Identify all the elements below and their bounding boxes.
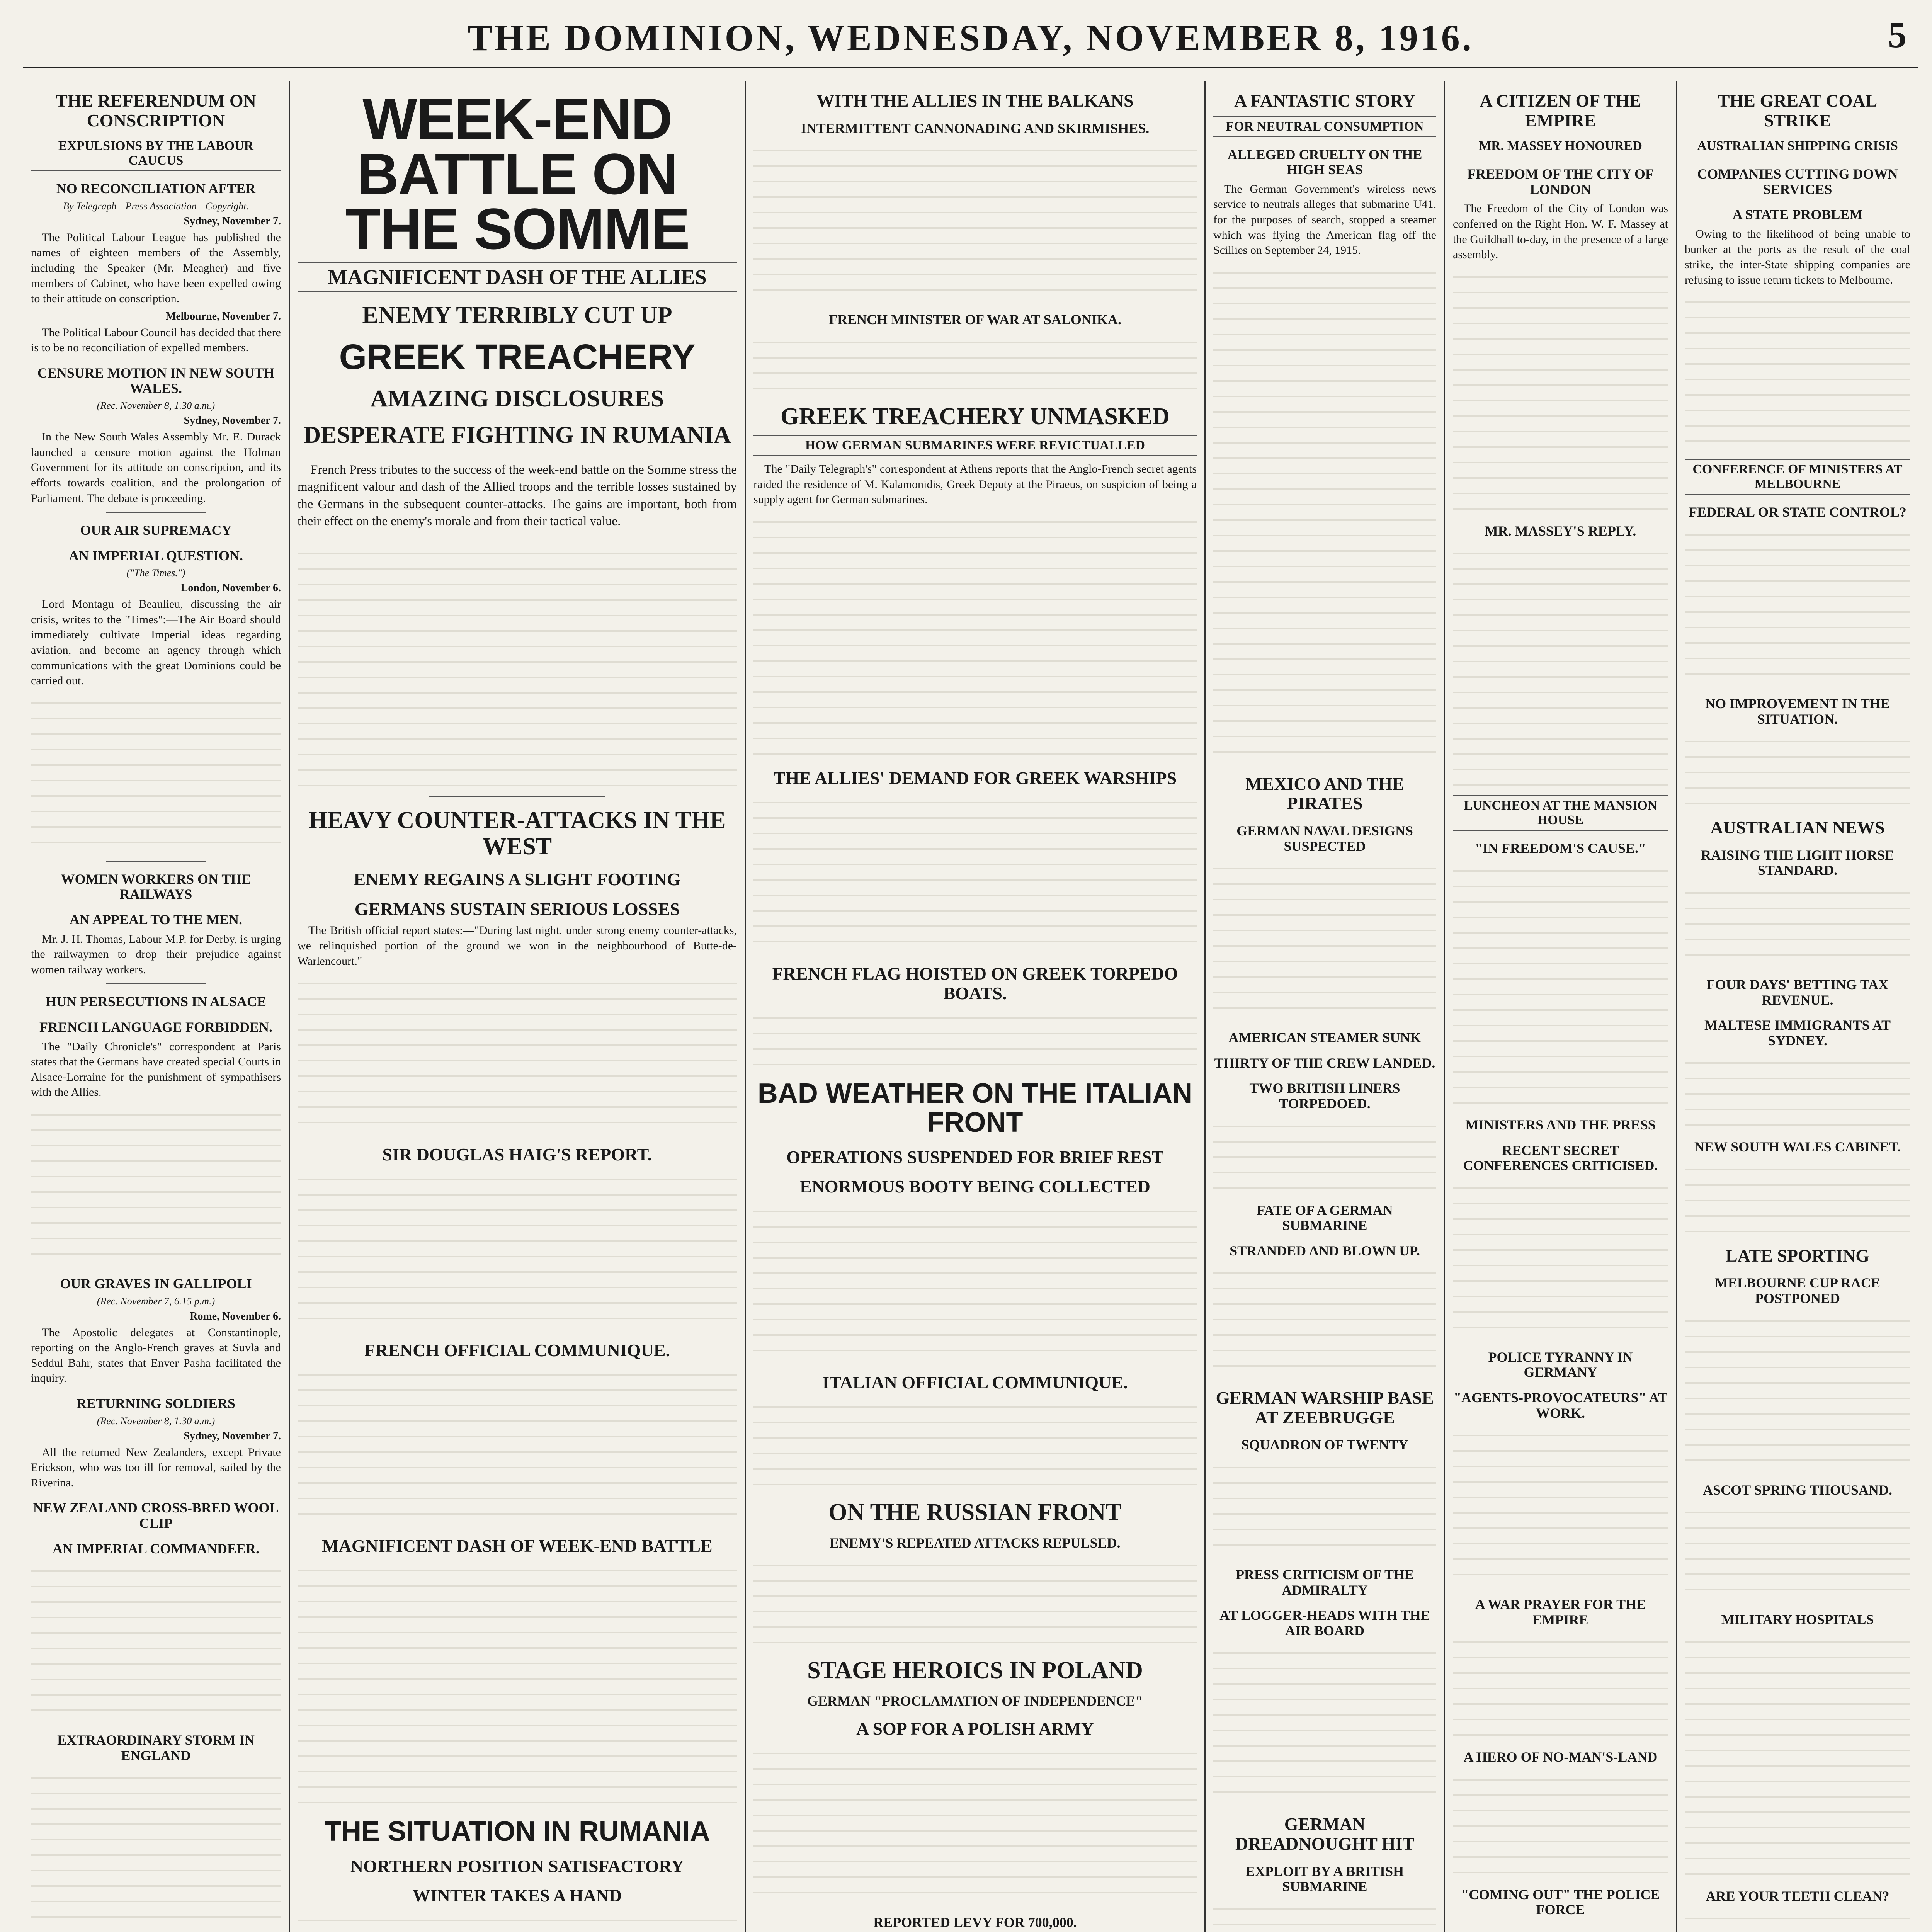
subhead-serious-losses: GERMANS SUSTAIN SERIOUS LOSSES xyxy=(354,899,680,919)
article-paragraph: Owing to the likelihood of being unable to bunker at the ports as the result of the coal strike, the inter-State shipping companies are refusing to issue return tickets to Melbourne. xyxy=(1685,227,1910,286)
text-block xyxy=(1685,882,1910,967)
dateline: Rome, November 6. xyxy=(190,1310,281,1322)
subhead-squadron: SQUADRON OF TWENTY xyxy=(1241,1437,1408,1453)
headline-british-liners: TWO BRITISH LINERS TORPEDOED. xyxy=(1249,1080,1400,1111)
dateline: Sydney, November 7. xyxy=(184,215,281,227)
headline-air-supremacy: OUR AIR SUPREMACY xyxy=(80,522,232,538)
subhead-northern-position: NORTHERN POSITION SATISFACTORY xyxy=(350,1856,684,1876)
text-block xyxy=(1453,266,1668,514)
text-block xyxy=(753,140,1197,302)
text-block xyxy=(1453,1769,1668,1877)
subhead-agents: "AGENTS-PROVOCATEURS" AT WORK. xyxy=(1454,1389,1667,1421)
article-paragraph: The "Daily Telegraph's" correspondent at Athens reports that the Anglo-French secret agents raided the residence of M. Kalamonidis, Greek Deputy at the Piraeus, on suspicion of being a supply agent for German submarines. xyxy=(753,462,1197,506)
text-block xyxy=(298,1560,737,1807)
headline-military-hospitals: MILITARY HOSPITALS xyxy=(1721,1612,1874,1628)
subhead-freedom-london: FREEDOM OF THE CITY OF LONDON xyxy=(1467,166,1654,197)
subhead-crew-landed: THIRTY OF THE CREW LANDED. xyxy=(1214,1055,1435,1071)
article-paragraph: The Political Labour League has published the names of eighteen members of the Assembly, including the Speaker (Mr. Meagher) and five members of Cabinet, who have been expelled owing to their attitude on conscription. xyxy=(31,231,281,305)
masthead xyxy=(23,8,1918,68)
text-block xyxy=(753,1554,1197,1647)
headline-levy: REPORTED LEVY FOR 700,000. xyxy=(873,1914,1077,1930)
headline-maltese: MALTESE IMMIGRANTS AT SYDNEY. xyxy=(1704,1017,1891,1048)
article-paragraph: The Apostolic delegates at Constantinople, reporting on the Anglo-French graves at Suvla and Seddul Bahr, states that Enver Pasha facilitated the inquiry. xyxy=(31,1326,281,1385)
text-block xyxy=(753,1743,1197,1905)
text-block xyxy=(1685,1502,1910,1602)
text-block xyxy=(298,1168,737,1331)
headline-returning-soldiers: RETURNING SOLDIERS xyxy=(76,1395,236,1411)
text-block xyxy=(298,1364,737,1526)
headline-french-communique: FRENCH OFFICIAL COMMUNIQUE. xyxy=(364,1340,670,1360)
subhead-no-reconciliation: NO RECONCILIATION AFTER xyxy=(56,181,256,197)
text-block xyxy=(1685,291,1910,454)
text-block xyxy=(753,1007,1197,1069)
text-block xyxy=(1213,1116,1436,1193)
headline-coming-out: "COMING OUT" THE POLICE FORCE xyxy=(1461,1886,1660,1918)
headline-hun-persecutions: HUN PERSECUTIONS IN ALSACE xyxy=(45,994,267,1010)
subhead-magnificent-dash: MAGNIFICENT DASH OF THE ALLIES xyxy=(298,262,737,292)
headline-italian-communique: ITALIAN OFFICIAL COMMUNIQUE. xyxy=(822,1372,1128,1392)
subhead-cruelty: ALLEGED CRUELTY ON THE HIGH SEAS xyxy=(1227,146,1422,178)
dateline: Sydney, November 7. xyxy=(184,1430,281,1442)
advert-teeth-clean: ARE YOUR TEETH CLEAN? xyxy=(1706,1888,1889,1904)
text-block xyxy=(1685,1631,1910,1879)
text-block xyxy=(1685,1310,1910,1473)
headline-ministers-press: MINISTERS AND THE PRESS xyxy=(1465,1117,1656,1133)
headline-war-prayer: A WAR PRAYER FOR THE EMPIRE xyxy=(1475,1597,1646,1628)
text-block xyxy=(1685,1159,1910,1236)
received-line: (Rec. November 7, 6.15 p.m.) xyxy=(97,1295,215,1307)
subhead-cannonading: INTERMITTENT CANNONADING AND SKIRMISHES. xyxy=(801,120,1150,136)
text-block xyxy=(298,1910,737,1932)
headline-dreadnought-hit: GERMAN DREADNOUGHT HIT xyxy=(1235,1814,1415,1854)
headline-press-criticism: PRESS CRITICISM OF THE ADMIRALTY xyxy=(1235,1567,1414,1598)
headline-graves-gallipoli: OUR GRAVES IN GALLIPOLI xyxy=(60,1276,252,1291)
headline-betting-tax: FOUR DAYS' BETTING TAX REVENUE. xyxy=(1706,976,1889,1008)
headline-conference-ministers: CONFERENCE OF MINISTERS AT MELBOURNE xyxy=(1685,459,1910,495)
headline-no-improvement: NO IMPROVEMENT IN THE SITUATION. xyxy=(1705,696,1890,727)
article-paragraph: The Freedom of the City of London was conferred on the Right Hon. W. F. Massey at the Guildhall to-day, in the presence of a large assembly. xyxy=(1453,202,1668,261)
headline-nsw-cabinet: NEW SOUTH WALES CABINET. xyxy=(1694,1139,1901,1155)
received-line: (Rec. November 8, 1.30 a.m.) xyxy=(97,1415,215,1427)
headline-late-sporting: LATE SPORTING xyxy=(1726,1245,1869,1265)
headline-mexico-pirates: MEXICO AND THE PIRATES xyxy=(1245,774,1404,813)
dateline: Melbourne, November 7. xyxy=(165,310,281,322)
headline-fate-submarine: FATE OF A GERMAN SUBMARINE xyxy=(1257,1202,1393,1233)
headline-french-minister: FRENCH MINISTER OF WAR AT SALONIKA. xyxy=(829,312,1121,328)
headline-counter-attacks: HEAVY COUNTER-ATTACKS IN THE WEST xyxy=(308,807,726,860)
subhead-enemy-cut-up: ENEMY TERRIBLY CUT UP xyxy=(362,302,672,328)
subhead-melbourne-cup: MELBOURNE CUP RACE POSTPONED xyxy=(1714,1275,1881,1306)
text-block xyxy=(1453,1922,1668,1932)
headline-balkans: WITH THE ALLIES IN THE BALKANS xyxy=(816,91,1134,111)
text-block xyxy=(753,792,1197,954)
text-block xyxy=(1685,731,1910,808)
headline-citizen-empire: A CITIZEN OF THE EMPIRE xyxy=(1480,91,1641,130)
subhead-appeal: AN APPEAL TO THE MEN. xyxy=(69,912,243,928)
text-block xyxy=(753,1201,1197,1363)
column-4 xyxy=(1206,81,1445,1932)
text-block xyxy=(31,1104,281,1266)
page-number: 5 xyxy=(1888,14,1906,55)
article-paragraph: Lord Montagu of Beaulieu, discussing the air crisis, writes to the "Times":—The Air Board should immediately cultivate Imperial ideas regarding aviation, and become an agency through which communications with the great Dominions could be carried out. xyxy=(31,598,281,687)
subhead-light-horse: RAISING THE LIGHT HORSE STANDARD. xyxy=(1701,847,1894,878)
headline-storm: EXTRAORDINARY STORM IN ENGLAND xyxy=(57,1732,255,1763)
dateline: London, November 6. xyxy=(180,582,281,594)
headline-police-tyranny: POLICE TYRANNY IN GERMANY xyxy=(1488,1349,1633,1380)
divider xyxy=(106,983,206,984)
article-paragraph: The Political Labour Council has decided that there is to be no reconciliation of expelled members. xyxy=(31,326,281,354)
headline-fantastic-story: A FANTASTIC STORY xyxy=(1234,91,1415,111)
headline-russian-front: ON THE RUSSIAN FRONT xyxy=(828,1499,1122,1526)
text-block xyxy=(31,1560,281,1723)
text-block xyxy=(31,1767,281,1929)
subhead-state-problem: A STATE PROBLEM xyxy=(1732,207,1863,223)
text-block xyxy=(1213,1898,1436,1932)
headline-greek-treachery: GREEK TREACHERY xyxy=(339,337,696,377)
subhead-commandeer: AN IMPERIAL COMMANDEER. xyxy=(53,1541,259,1556)
subhead-imperial: AN IMPERIAL QUESTION. xyxy=(68,548,243,563)
subhead-submarines: HOW GERMAN SUBMARINES WERE REVICTUALLED xyxy=(753,435,1197,456)
subhead-polish-army: A SOP FOR A POLISH ARMY xyxy=(856,1719,1094,1739)
text-block xyxy=(298,543,737,790)
text-block xyxy=(298,973,737,1135)
divider xyxy=(106,861,206,862)
text-block xyxy=(1685,524,1910,686)
subhead-expulsions: EXPULSIONS BY THE LABOUR CAUCUS xyxy=(31,136,281,171)
article-paragraph: In the New South Wales Assembly Mr. E. Durack launched a censure motion against the Holman Government for its attitude on conscription, and its efforts towards coalition, and the prolongation of Parliament. The debate is proceeding. xyxy=(31,430,281,505)
subhead-federal-state: FEDERAL OR STATE CONTROL? xyxy=(1689,504,1906,520)
subhead-neutral: FOR NEUTRAL CONSUMPTION xyxy=(1213,116,1436,137)
dateline: Sydney, November 7. xyxy=(184,415,281,427)
newspaper-title: THE DOMINION, WEDNESDAY, NOVEMBER 8, 1916. xyxy=(468,17,1474,58)
subhead-secret-conferences: RECENT SECRET CONFERENCES CRITICISED. xyxy=(1463,1142,1658,1173)
subhead-shipping-crisis: AUSTRALIAN SHIPPING CRISIS xyxy=(1685,136,1910,156)
subhead-exploit: EXPLOIT BY A BRITISH SUBMARINE xyxy=(1245,1863,1404,1895)
text-block xyxy=(1213,262,1436,764)
subhead-booty: ENORMOUS BOOTY BEING COLLECTED xyxy=(800,1177,1150,1197)
subhead-naval-designs: GERMAN NAVAL DESIGNS SUSPECTED xyxy=(1236,823,1413,854)
text-block xyxy=(1453,543,1668,790)
headline-wool-clip: NEW ZEALAND CROSS-BRED WOOL CLIP xyxy=(33,1500,279,1531)
headline-coal-strike: THE GREAT COAL STRIKE xyxy=(1718,91,1878,130)
subhead-rumania: DESPERATE FIGHTING IN RUMANIA xyxy=(303,422,731,449)
text-block xyxy=(1213,1262,1436,1378)
subhead-proclamation: GERMAN "PROCLAMATION OF INDEPENDENCE" xyxy=(807,1693,1143,1709)
divider xyxy=(429,796,605,797)
headline-week-end-battle: WEEK-END BATTLE ON THE SOMME xyxy=(345,86,689,261)
article-paragraph: The German Government's wireless news service to neutrals alleges that submarine U41, for the purposes of search, stopped a steamer which was flying the American flag off the Scillies on September 24, 1915. xyxy=(1213,182,1436,257)
article-paragraph: All the returned New Zealanders, except Private Erickson, who was too ill for removal, sailed by the Riverina. xyxy=(31,1446,281,1489)
subhead-stranded: STRANDED AND BLOWN UP. xyxy=(1230,1243,1420,1259)
subhead-massey-reply: MR. MASSEY'S REPLY. xyxy=(1485,523,1636,539)
article-paragraph: The "Daily Chronicle's" correspondent at Paris states that the Germans have created special Courts in Alsace-Lorraine for the punishment of sympathisers with the Allies. xyxy=(31,1040,281,1099)
headline-zeebrugge: GERMAN WARSHIP BASE AT ZEEBRUGGE xyxy=(1216,1388,1434,1427)
headline-allies-demand: THE ALLIES' DEMAND FOR GREEK WARSHIPS xyxy=(773,768,1177,788)
headline-greek-treachery-unmasked: GREEK TREACHERY UNMASKED xyxy=(780,403,1170,430)
text-block xyxy=(1685,1908,1910,1932)
text-block xyxy=(1213,1457,1436,1557)
received-line: (Rec. November 8, 1.30 a.m.) xyxy=(97,400,215,412)
headline-haig-report: SIR DOUGLAS HAIG'S REPORT. xyxy=(382,1145,652,1165)
text-block xyxy=(753,1396,1197,1489)
headline-magnificent-dash: MAGNIFICENT DASH OF WEEK-END BATTLE xyxy=(322,1536,713,1556)
text-block xyxy=(753,511,1197,759)
subhead-french-language: FRENCH LANGUAGE FORBIDDEN. xyxy=(39,1019,273,1035)
text-block xyxy=(31,692,281,855)
subhead-cutting-services: COMPANIES CUTTING DOWN SERVICES xyxy=(1697,166,1898,197)
subhead-operations-suspended: OPERATIONS SUSPENDED FOR BRIEF REST xyxy=(786,1147,1164,1167)
subhead-freedoms-cause: "IN FREEDOM'S CAUSE." xyxy=(1475,840,1646,856)
headline-censure: CENSURE MOTION IN NEW SOUTH WALES. xyxy=(37,365,275,396)
headline-situation-rumania: THE SITUATION IN RUMANIA xyxy=(324,1816,710,1847)
article-paragraph: The British official report states:—"During last night, under strong enemy counter-attacks, we relinquished portion of the ground we won in the neighbourhood of Butte-de-Warlencourt." xyxy=(298,924,737,968)
source-line: ("The Times.") xyxy=(126,567,185,579)
subhead-massey-honoured: MR. MASSEY HONOURED xyxy=(1453,136,1668,156)
column-1 xyxy=(23,81,290,1932)
column-2 xyxy=(290,81,746,1932)
column-3 xyxy=(746,81,1206,1932)
subhead-amazing-disclosures: AMAZING DISCLOSURES xyxy=(370,386,664,412)
headline-bad-weather: BAD WEATHER ON THE ITALIAN FRONT xyxy=(757,1078,1193,1138)
byline: By Telegraph—Press Association—Copyright. xyxy=(63,200,249,212)
text-block xyxy=(1453,1631,1668,1740)
headline-french-flag: FRENCH FLAG HOISTED ON GREEK TORPEDO BOATS. xyxy=(772,964,1178,1003)
headline-women-workers: WOMEN WORKERS ON THE RAILWAYS xyxy=(61,871,251,902)
column-6 xyxy=(1677,81,1918,1932)
text-block xyxy=(1453,1177,1668,1340)
headline-stage-heroics: STAGE HEROICS IN POLAND xyxy=(807,1657,1143,1684)
subhead-attacks-repulsed: ENEMY'S REPEATED ATTACKS REPULSED. xyxy=(830,1535,1121,1551)
text-block xyxy=(1213,1642,1436,1804)
divider xyxy=(106,512,206,513)
headline-australian-news: AUSTRALIAN NEWS xyxy=(1710,818,1885,838)
column-5 xyxy=(1445,81,1677,1932)
headline-ascot: ASCOT SPRING THOUSAND. xyxy=(1703,1482,1892,1498)
subhead-logger-heads: AT LOGGER-HEADS WITH THE AIR BOARD xyxy=(1219,1607,1430,1638)
subhead-slight-footing: ENEMY REGAINS A SLIGHT FOOTING xyxy=(354,869,681,889)
text-block xyxy=(1453,1425,1668,1587)
lead-paragraph: French Press tributes to the success of the week-end battle on the Somme stress the magnificent valour and dash of the Allied troops and the terrible losses sustained by the Germans in the subsequent counter-attacks. The gains are important, both from their effect on the enemy's morale and from their tactical value. xyxy=(298,463,737,529)
text-block xyxy=(753,332,1197,393)
text-block xyxy=(1685,1052,1910,1129)
article-paragraph: Mr. J. H. Thomas, Labour M.P. for Derby, is urging the railwaymen to drop their prejudice against women railway workers. xyxy=(31,932,281,976)
text-block xyxy=(1453,860,1668,1107)
headline-hero-no-mans-land: A HERO OF NO-MAN'S-LAND xyxy=(1463,1749,1658,1765)
headline-referendum: THE REFERENDUM ON CONSCRIPTION xyxy=(56,91,256,130)
headline-mansion-house: LUNCHEON AT THE MANSION HOUSE xyxy=(1453,795,1668,831)
headline-american-steamer: AMERICAN STEAMER SUNK xyxy=(1228,1030,1421,1046)
text-block xyxy=(1213,858,1436,1020)
subhead-winter: WINTER TAKES A HAND xyxy=(412,1886,622,1906)
